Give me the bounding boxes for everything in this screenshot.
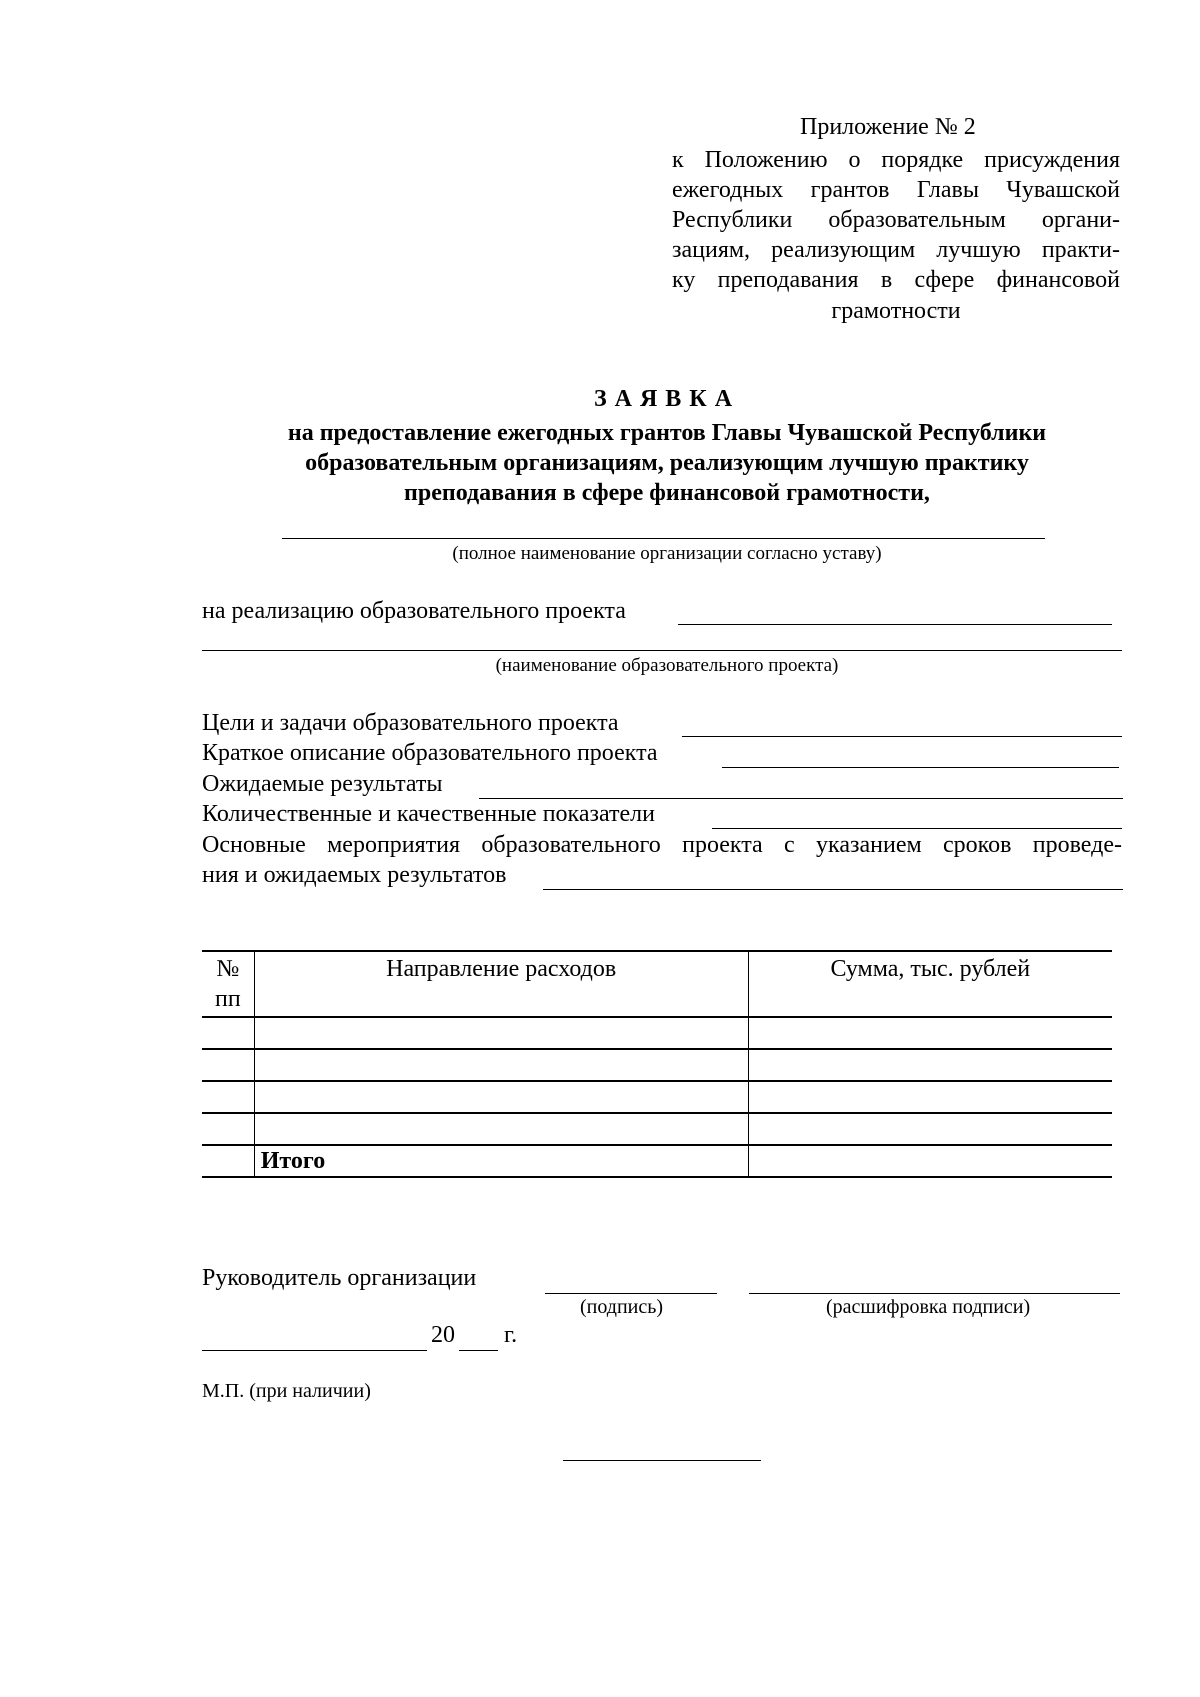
org-name-line	[282, 538, 1045, 539]
annex-line: ежегодных грантов Главы Чувашской	[672, 177, 1120, 203]
annex-line: к Положению о порядке присуждения	[672, 147, 1120, 173]
annex-title: Приложение № 2	[800, 114, 976, 140]
cell-direction[interactable]	[254, 1049, 748, 1081]
date-suffix: г.	[504, 1322, 518, 1348]
annex-line: ку преподавания в сфере финансовой	[672, 267, 1120, 293]
results-label: Ожидаемые результаты	[202, 771, 443, 797]
subtitle-line-2: образовательным организациям, реализующим лучшую практику	[305, 450, 1029, 476]
goals-line	[682, 736, 1122, 737]
project-name-caption: (наименование образовательного проекта)	[495, 655, 839, 676]
signature-line[interactable]	[545, 1293, 717, 1294]
table-header-row	[202, 951, 1112, 1017]
annex-line: зациям, реализующим лучшую практи-	[672, 237, 1120, 263]
signature-decode-line[interactable]	[749, 1293, 1120, 1294]
cell-direction[interactable]	[254, 1017, 748, 1049]
table-row	[202, 1049, 1112, 1081]
cell-num[interactable]	[202, 1049, 254, 1081]
footer-divider	[563, 1460, 761, 1461]
budget-table	[202, 950, 1112, 1178]
activities-label-line-1: Основные мероприятия образовательного проекта с указанием сроков проведе-	[202, 832, 1122, 858]
cell-num[interactable]	[202, 1081, 254, 1113]
header-num	[202, 951, 254, 1017]
cell-direction[interactable]	[254, 1113, 748, 1145]
description-line	[722, 767, 1119, 768]
activities-line	[543, 889, 1123, 890]
results-line	[479, 798, 1123, 799]
annex-body	[672, 145, 1120, 295]
document-title: ЗАЯВКА	[593, 386, 741, 412]
date-year-line[interactable]	[459, 1350, 498, 1351]
annex-last-line: грамотности	[831, 298, 961, 324]
goals-label: Цели и задачи образовательного проекта	[202, 710, 619, 736]
subtitle-line-1: на предоставление ежегодных грантов Главы Чувашской Республики	[287, 420, 1047, 446]
table-row	[202, 1081, 1112, 1113]
table-row	[202, 1017, 1112, 1049]
description-label: Краткое описание образовательного проекта	[202, 740, 658, 766]
cell-num	[202, 1145, 254, 1177]
indicators-line	[712, 828, 1122, 829]
date-year-prefix: 20	[431, 1322, 455, 1348]
cell-amount[interactable]	[748, 1113, 1112, 1145]
header-direction: Направление расходов	[254, 951, 748, 1017]
table-row	[202, 1113, 1112, 1145]
cell-amount[interactable]	[748, 1049, 1112, 1081]
project-label: на реализацию образовательного проекта	[202, 598, 626, 624]
header-num-line-2: пп	[215, 986, 241, 1012]
project-name-line	[678, 624, 1112, 625]
cell-num[interactable]	[202, 1017, 254, 1049]
annex-line: Республики образовательным органи-	[672, 207, 1120, 233]
cell-num[interactable]	[202, 1113, 254, 1145]
signature-decode-caption: (расшифровка подписи)	[826, 1296, 1031, 1318]
date-day-month-line[interactable]	[202, 1350, 427, 1351]
table-total-row	[202, 1145, 1112, 1177]
signature-caption: (подпись)	[580, 1296, 664, 1318]
cell-amount[interactable]	[748, 1081, 1112, 1113]
head-label: Руководитель организации	[202, 1265, 477, 1291]
activities-label-line-2: ния и ожидаемых результатов	[202, 862, 507, 888]
header-num-line-1: №	[216, 956, 240, 982]
cell-direction[interactable]	[254, 1081, 748, 1113]
total-label: Итого	[254, 1145, 748, 1177]
project-name-line-2	[202, 650, 1122, 651]
cell-total-amount[interactable]	[748, 1145, 1112, 1177]
indicators-label: Количественные и качественные показатели	[202, 801, 655, 827]
header-amount: Сумма, тыс. рублей	[748, 951, 1112, 1017]
org-name-caption: (полное наименование организации согласно уставу)	[452, 543, 882, 564]
cell-amount[interactable]	[748, 1017, 1112, 1049]
stamp-label: М.П. (при наличии)	[202, 1380, 371, 1402]
subtitle-line-3: преподавания в сфере финансовой грамотности,	[404, 480, 930, 506]
